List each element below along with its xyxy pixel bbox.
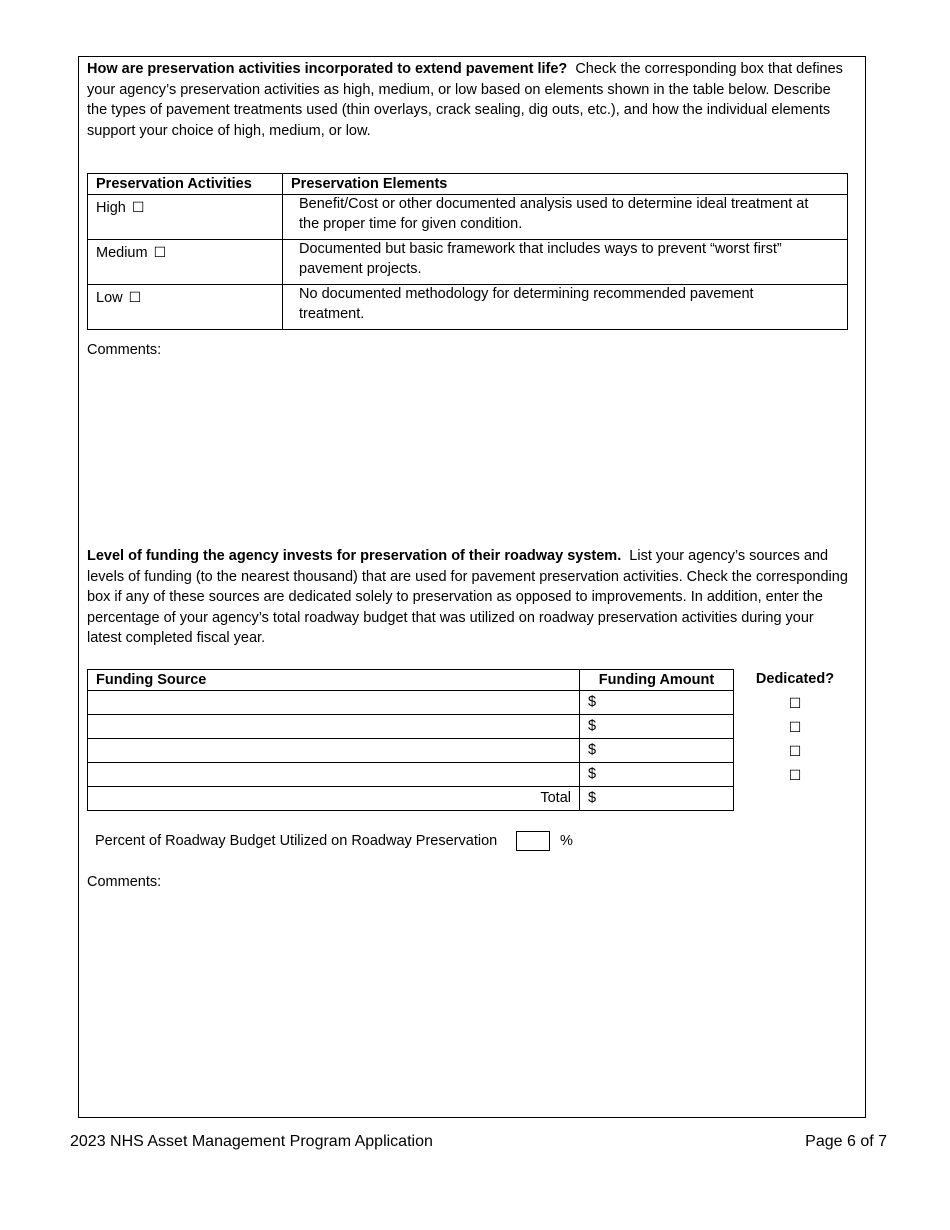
dedicated-column — [745, 670, 845, 788]
preservation-question-bold: How are preservation activities incorporated to extend pavement life? — [87, 61, 568, 77]
table-row — [88, 240, 848, 285]
comments-label-1: Comments: — [87, 342, 162, 358]
funding-source-input[interactable] — [88, 763, 580, 787]
preservation-table-header — [88, 174, 848, 195]
dedicated-checkbox-1[interactable]: ☐ — [788, 696, 802, 712]
funding-amount-input[interactable]: $ — [580, 715, 734, 739]
dedicated-checkbox-4[interactable]: ☐ — [788, 768, 802, 784]
element-description: Benefit/Cost or other documented analysis used to determine ideal treatment at the proper time for given condition. — [283, 195, 848, 240]
percent-label: Percent of Roadway Budget Utilized on Roadway Preservation — [95, 833, 498, 849]
funding-amount-input[interactable]: $ — [580, 739, 734, 763]
table-row — [88, 763, 734, 787]
total-amount-input[interactable]: $ — [580, 787, 734, 811]
comments-label-2: Comments: — [87, 874, 162, 890]
funding-source-input[interactable] — [88, 739, 580, 763]
table-row — [88, 739, 734, 763]
table-row — [88, 715, 734, 739]
high-checkbox[interactable]: ☐ — [131, 200, 145, 216]
page-number: Page 6 of 7 — [805, 1133, 887, 1150]
header-preservation-activities: Preservation Activities — [88, 174, 283, 195]
activity-label: Medium — [96, 245, 148, 261]
funding-table-header — [88, 670, 734, 691]
preservation-table — [87, 173, 848, 330]
low-checkbox[interactable]: ☐ — [128, 290, 142, 306]
activity-label: Low — [96, 290, 123, 306]
funding-question-text: List your agency’s sources and levels of funding (to the nearest thousand) that are used for pavement preservation activities. Check the corresponding box if any of these sources are dedicated solely to preservation as opposed to improvements. In addition, enter the percentage of your agency’s total roadway budget that was utilized on roadway preservation activities during your latest completed fiscal year. — [87, 548, 848, 646]
medium-checkbox[interactable]: ☐ — [153, 245, 167, 261]
header-preservation-elements: Preservation Elements — [283, 174, 848, 195]
dedicated-checkbox-3[interactable]: ☐ — [788, 744, 802, 760]
activity-medium — [88, 240, 283, 285]
funding-amount-input[interactable]: $ — [580, 691, 734, 715]
header-funding-source: Funding Source — [88, 670, 580, 691]
dedicated-header: Dedicated? — [755, 671, 835, 687]
activity-label: High — [96, 200, 126, 216]
activity-low — [88, 285, 283, 330]
header-funding-amount: Funding Amount — [580, 670, 734, 691]
total-label: Total — [88, 787, 580, 811]
preservation-question — [87, 59, 852, 141]
table-row — [88, 691, 734, 715]
activity-high — [88, 195, 283, 240]
total-row — [88, 787, 734, 811]
dedicated-checkbox-2[interactable]: ☐ — [788, 720, 802, 736]
funding-amount-input[interactable]: $ — [580, 763, 734, 787]
element-description: Documented but basic framework that includes ways to prevent “worst first” pavement projects. — [283, 240, 848, 285]
funding-table — [87, 669, 734, 811]
percent-input[interactable] — [516, 831, 550, 851]
table-row — [88, 285, 848, 330]
table-row — [88, 195, 848, 240]
footer-title: 2023 NHS Asset Management Program Application — [70, 1133, 433, 1150]
funding-question — [87, 546, 852, 649]
funding-source-input[interactable] — [88, 715, 580, 739]
funding-source-input[interactable] — [88, 691, 580, 715]
preservation-question-text: Check the corresponding box that defines your agency’s preservation activities as high, medium, or low based on elements shown in the table below. Describe the types of pavement treatments used (thin overlays, crack sealing, dig outs, etc.), and how the individual elements support your choice of high, medium, or low. — [87, 61, 843, 139]
funding-question-bold: Level of funding the agency invests for preservation of their roadway system. — [87, 548, 622, 564]
element-description: No documented methodology for determining recommended pavement treatment. — [283, 285, 848, 330]
percent-symbol: % — [560, 833, 573, 849]
